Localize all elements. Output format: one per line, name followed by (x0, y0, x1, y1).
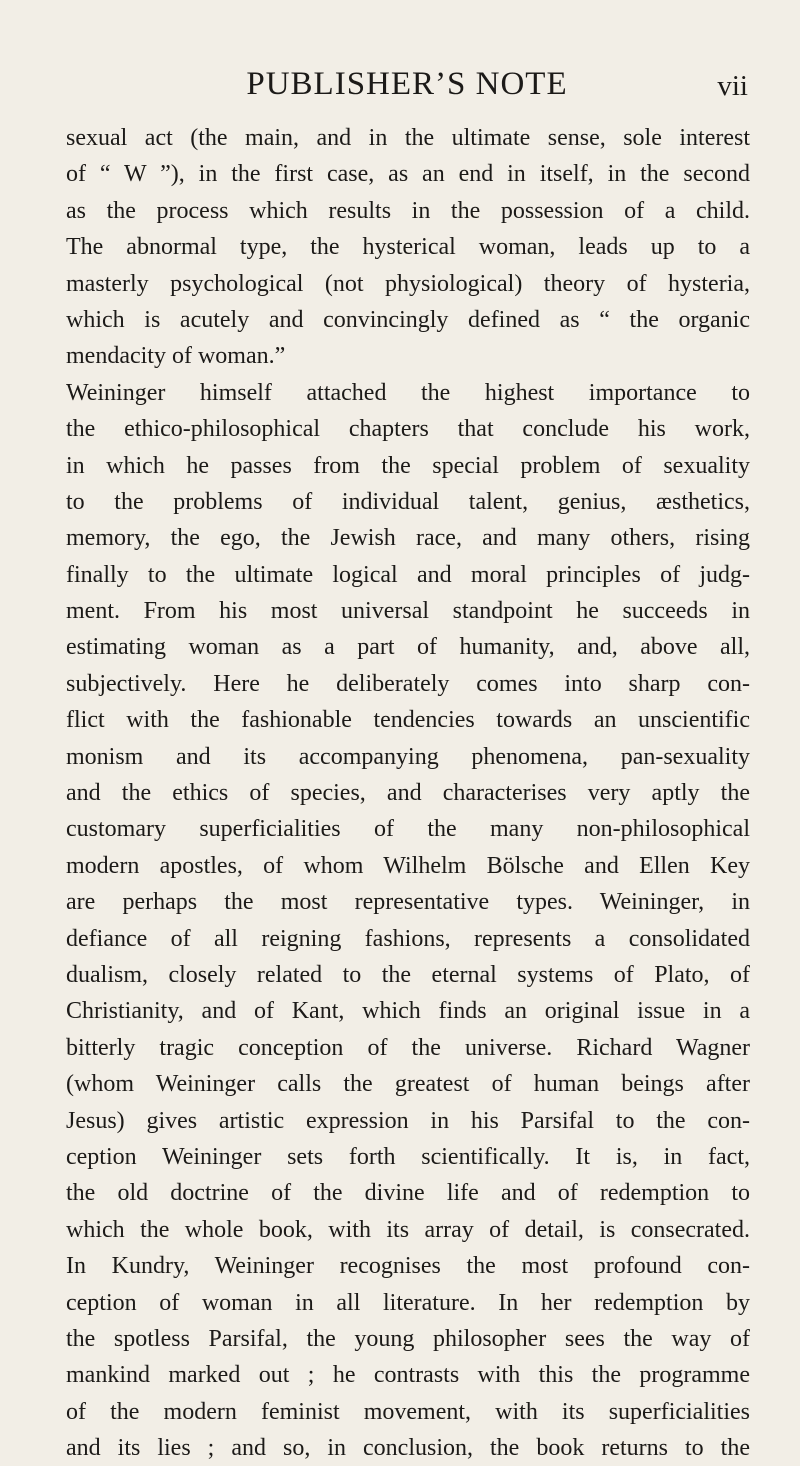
text-line: to the problems of individual talent, genius, æsthetics, (66, 488, 750, 515)
text-line: dualism, closely related to the eternal systems of Plato, of (66, 961, 750, 988)
text-line: customary superficialities of the many non-philosophical (66, 816, 750, 843)
text-line: memory, the ego, the Jewish race, and many others, rising (66, 525, 750, 552)
text-line: Weininger himself attached the highest importance to (66, 379, 750, 406)
text-line: the ethico-philosophical chapters that conclude his work, (66, 416, 750, 443)
text-line: ment. From his most universal standpoint he succeeds in (66, 598, 750, 625)
text-line: sexual act (the main, and in the ultimate sense, sole interest (66, 125, 750, 151)
text-line: as the process which results in the possession of a child. (66, 197, 750, 224)
text-line: mankind marked out ; he contrasts with this the programme (66, 1362, 750, 1389)
text-line: estimating woman as a part of humanity, and, above all, (66, 634, 750, 661)
text-line: and its lies ; and so, in conclusion, the book returns to the (66, 1435, 750, 1462)
text-line: monism and its accompanying phenomena, pan-sexuality (66, 743, 750, 770)
text-line: and the ethics of species, and characterises very aptly the (66, 780, 750, 807)
text-line: which is acutely and convincingly defined as “ the organic (66, 306, 750, 333)
text-line: masterly psychological (not physiological) theory of hysteria, (66, 270, 750, 297)
text-line: the spotless Parsifal, the young philosopher sees the way of (66, 1325, 750, 1352)
text-line: flict with the fashionable tendencies towards an unscientific (66, 707, 750, 734)
text-line: (whom Weininger calls the greatest of human beings after (66, 1071, 750, 1098)
text-line: ception of woman in all literature. In her redemption by (66, 1289, 750, 1316)
text-line: of “ W ”), in the first case, as an end in itself, in the second (66, 161, 750, 188)
text-line: Christianity, and of Kant, which finds an original issue in a (66, 998, 750, 1025)
text-line: subjectively. Here he deliberately comes into sharp con- (66, 670, 750, 697)
page-title: PUBLISHER’S NOTE (246, 66, 568, 102)
text-line: mendacity of woman.” (66, 343, 286, 370)
text-line: which the whole book, with its array of detail, is consecrated. (66, 1216, 750, 1243)
text-line: defiance of all reigning fashions, represents a consolidated (66, 925, 750, 952)
text-line: In Kundry, Weininger recognises the most profound con- (66, 1253, 750, 1280)
text-line: are perhaps the most representative types. Weininger, in (66, 889, 750, 916)
body-text (66, 120, 750, 1466)
text-line: finally to the ultimate logical and moral principles of judg- (66, 561, 750, 588)
running-head (66, 66, 748, 106)
text-line: bitterly tragic conception of the universe. Richard Wagner (66, 1034, 750, 1061)
text-line: ception Weininger sets forth scientifically. It is, in fact, (66, 1143, 750, 1170)
text-line: modern apostles, of whom Wilhelm Bölsche and Ellen Key (66, 852, 750, 879)
text-line: the old doctrine of the divine life and of redemption to (66, 1180, 750, 1207)
text-line: of the modern feminist movement, with its superficialities (66, 1398, 750, 1425)
page-number: vii (717, 70, 748, 102)
text-line: The abnormal type, the hysterical woman, leads up to a (66, 234, 750, 261)
text-line: Jesus) gives artistic expression in his Parsifal to the con- (66, 1107, 750, 1134)
text-line: in which he passes from the special problem of sexuality (66, 452, 750, 479)
